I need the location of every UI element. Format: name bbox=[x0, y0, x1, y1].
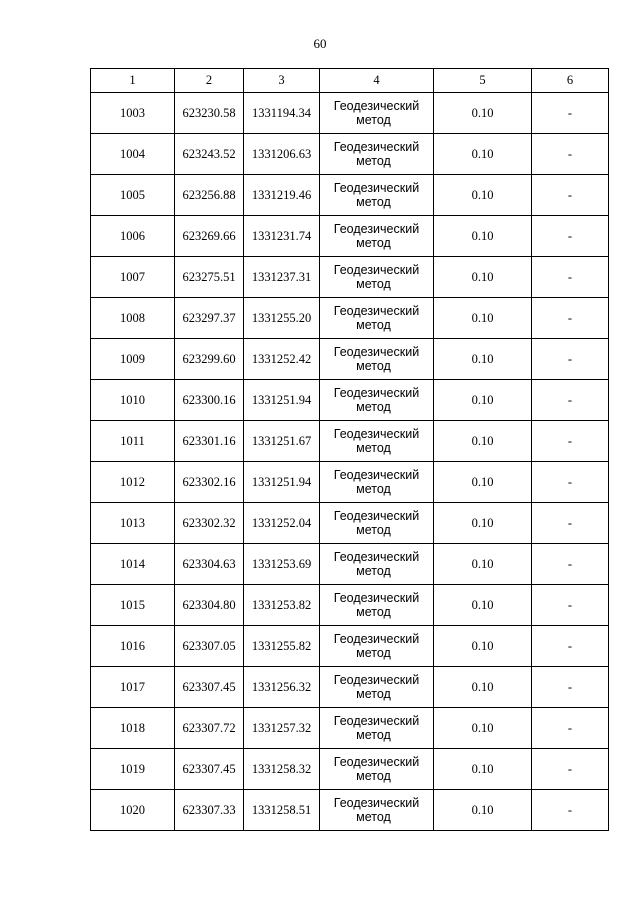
method-cell bbox=[320, 544, 434, 585]
method-line-1: Геодезический bbox=[333, 796, 420, 810]
method-line-1: Геодезический bbox=[333, 345, 420, 359]
table-row bbox=[91, 585, 609, 626]
header-col-6: 6 bbox=[532, 69, 609, 93]
y-coordinate-cell: 1331257.32 bbox=[244, 708, 320, 749]
point-id-cell: 1018 bbox=[91, 708, 175, 749]
x-coordinate-cell: 623304.80 bbox=[175, 585, 244, 626]
x-coordinate-cell: 623300.16 bbox=[175, 380, 244, 421]
point-id-cell: 1015 bbox=[91, 585, 175, 626]
accuracy-cell: 0.10 bbox=[434, 298, 532, 339]
point-id-cell: 1011 bbox=[91, 421, 175, 462]
x-coordinate-cell: 623307.72 bbox=[175, 708, 244, 749]
method-line-1: Геодезический bbox=[333, 99, 420, 113]
method-line-2: метод bbox=[356, 277, 391, 291]
accuracy-cell: 0.10 bbox=[434, 667, 532, 708]
note-cell: - bbox=[532, 544, 609, 585]
accuracy-cell: 0.10 bbox=[434, 134, 532, 175]
x-coordinate-cell: 623307.45 bbox=[175, 749, 244, 790]
table-row bbox=[91, 790, 609, 831]
method-line-2: метод bbox=[356, 154, 391, 168]
x-coordinate-cell: 623307.33 bbox=[175, 790, 244, 831]
accuracy-cell: 0.10 bbox=[434, 626, 532, 667]
point-id-cell: 1013 bbox=[91, 503, 175, 544]
table-header bbox=[91, 69, 609, 93]
x-coordinate-cell: 623243.52 bbox=[175, 134, 244, 175]
accuracy-cell: 0.10 bbox=[434, 790, 532, 831]
point-id-cell: 1016 bbox=[91, 626, 175, 667]
note-cell: - bbox=[532, 462, 609, 503]
table-row bbox=[91, 667, 609, 708]
method-line-1: Геодезический bbox=[333, 181, 420, 195]
method-line-2: метод bbox=[356, 687, 391, 701]
point-id-cell: 1003 bbox=[91, 93, 175, 134]
note-cell: - bbox=[532, 93, 609, 134]
method-line-2: метод bbox=[356, 236, 391, 250]
method-line-2: метод bbox=[356, 523, 391, 537]
method-line-2: метод bbox=[356, 400, 391, 414]
method-line-1: Геодезический bbox=[333, 468, 420, 482]
note-cell: - bbox=[532, 298, 609, 339]
method-line-1: Геодезический bbox=[333, 550, 420, 564]
method-cell bbox=[320, 585, 434, 626]
table-row bbox=[91, 339, 609, 380]
accuracy-cell: 0.10 bbox=[434, 585, 532, 626]
method-line-2: метод bbox=[356, 810, 391, 824]
x-coordinate-cell: 623299.60 bbox=[175, 339, 244, 380]
x-coordinate-cell: 623302.32 bbox=[175, 503, 244, 544]
method-line-2: метод bbox=[356, 318, 391, 332]
method-line-2: метод bbox=[356, 195, 391, 209]
accuracy-cell: 0.10 bbox=[434, 380, 532, 421]
note-cell: - bbox=[532, 421, 609, 462]
x-coordinate-cell: 623307.05 bbox=[175, 626, 244, 667]
method-cell bbox=[320, 134, 434, 175]
y-coordinate-cell: 1331251.67 bbox=[244, 421, 320, 462]
point-id-cell: 1004 bbox=[91, 134, 175, 175]
note-cell: - bbox=[532, 257, 609, 298]
method-line-1: Геодезический bbox=[333, 304, 420, 318]
x-coordinate-cell: 623302.16 bbox=[175, 462, 244, 503]
table-row bbox=[91, 257, 609, 298]
header-col-4: 4 bbox=[320, 69, 434, 93]
x-coordinate-cell: 623301.16 bbox=[175, 421, 244, 462]
method-line-1: Геодезический bbox=[333, 632, 420, 646]
method-line-1: Геодезический bbox=[333, 591, 420, 605]
method-cell bbox=[320, 216, 434, 257]
method-line-2: метод bbox=[356, 441, 391, 455]
accuracy-cell: 0.10 bbox=[434, 175, 532, 216]
accuracy-cell: 0.10 bbox=[434, 708, 532, 749]
method-line-1: Геодезический bbox=[333, 427, 420, 441]
note-cell: - bbox=[532, 216, 609, 257]
x-coordinate-cell: 623269.66 bbox=[175, 216, 244, 257]
accuracy-cell: 0.10 bbox=[434, 216, 532, 257]
note-cell: - bbox=[532, 790, 609, 831]
note-cell: - bbox=[532, 503, 609, 544]
y-coordinate-cell: 1331253.82 bbox=[244, 585, 320, 626]
point-id-cell: 1007 bbox=[91, 257, 175, 298]
method-line-2: метод bbox=[356, 605, 391, 619]
accuracy-cell: 0.10 bbox=[434, 339, 532, 380]
method-line-1: Геодезический bbox=[333, 386, 420, 400]
method-cell bbox=[320, 667, 434, 708]
y-coordinate-cell: 1331252.04 bbox=[244, 503, 320, 544]
note-cell: - bbox=[532, 339, 609, 380]
table-row bbox=[91, 134, 609, 175]
y-coordinate-cell: 1331255.20 bbox=[244, 298, 320, 339]
method-line-2: метод bbox=[356, 113, 391, 127]
y-coordinate-cell: 1331251.94 bbox=[244, 380, 320, 421]
header-col-5: 5 bbox=[434, 69, 532, 93]
note-cell: - bbox=[532, 134, 609, 175]
accuracy-cell: 0.10 bbox=[434, 503, 532, 544]
table-row bbox=[91, 626, 609, 667]
page-number: 60 bbox=[313, 36, 327, 51]
x-coordinate-cell: 623256.88 bbox=[175, 175, 244, 216]
method-line-1: Геодезический bbox=[333, 755, 420, 769]
accuracy-cell: 0.10 bbox=[434, 749, 532, 790]
point-id-cell: 1014 bbox=[91, 544, 175, 585]
table-row bbox=[91, 93, 609, 134]
method-cell bbox=[320, 503, 434, 544]
accuracy-cell: 0.10 bbox=[434, 462, 532, 503]
method-line-2: метод bbox=[356, 728, 391, 742]
point-id-cell: 1017 bbox=[91, 667, 175, 708]
method-line-1: Геодезический bbox=[333, 509, 420, 523]
y-coordinate-cell: 1331252.42 bbox=[244, 339, 320, 380]
x-coordinate-cell: 623230.58 bbox=[175, 93, 244, 134]
method-cell bbox=[320, 93, 434, 134]
coordinates-table bbox=[90, 68, 609, 831]
y-coordinate-cell: 1331237.31 bbox=[244, 257, 320, 298]
method-line-2: метод bbox=[356, 482, 391, 496]
method-line-1: Геодезический bbox=[333, 263, 420, 277]
note-cell: - bbox=[532, 175, 609, 216]
point-id-cell: 1010 bbox=[91, 380, 175, 421]
y-coordinate-cell: 1331253.69 bbox=[244, 544, 320, 585]
header-col-1: 1 bbox=[91, 69, 175, 93]
note-cell: - bbox=[532, 626, 609, 667]
note-cell: - bbox=[532, 749, 609, 790]
table-body bbox=[91, 93, 609, 831]
note-cell: - bbox=[532, 380, 609, 421]
method-cell bbox=[320, 708, 434, 749]
method-cell bbox=[320, 749, 434, 790]
note-cell: - bbox=[532, 585, 609, 626]
note-cell: - bbox=[532, 708, 609, 749]
table-row bbox=[91, 503, 609, 544]
method-cell bbox=[320, 626, 434, 667]
header-row bbox=[91, 69, 609, 93]
method-cell bbox=[320, 380, 434, 421]
method-cell bbox=[320, 421, 434, 462]
table-row bbox=[91, 749, 609, 790]
method-line-2: метод bbox=[356, 359, 391, 373]
method-cell bbox=[320, 339, 434, 380]
y-coordinate-cell: 1331194.34 bbox=[244, 93, 320, 134]
point-id-cell: 1020 bbox=[91, 790, 175, 831]
accuracy-cell: 0.10 bbox=[434, 544, 532, 585]
note-cell: - bbox=[532, 667, 609, 708]
table-row bbox=[91, 421, 609, 462]
accuracy-cell: 0.10 bbox=[434, 257, 532, 298]
y-coordinate-cell: 1331255.82 bbox=[244, 626, 320, 667]
point-id-cell: 1019 bbox=[91, 749, 175, 790]
method-cell bbox=[320, 298, 434, 339]
x-coordinate-cell: 623307.45 bbox=[175, 667, 244, 708]
method-line-1: Геодезический bbox=[333, 140, 420, 154]
table-row bbox=[91, 175, 609, 216]
method-cell bbox=[320, 257, 434, 298]
method-cell bbox=[320, 462, 434, 503]
table-row bbox=[91, 216, 609, 257]
table-row bbox=[91, 298, 609, 339]
method-line-1: Геодезический bbox=[333, 714, 420, 728]
method-line-2: метод bbox=[356, 769, 391, 783]
header-col-2: 2 bbox=[175, 69, 244, 93]
method-line-1: Геодезический bbox=[333, 673, 420, 687]
header-col-3: 3 bbox=[244, 69, 320, 93]
x-coordinate-cell: 623297.37 bbox=[175, 298, 244, 339]
accuracy-cell: 0.10 bbox=[434, 421, 532, 462]
y-coordinate-cell: 1331251.94 bbox=[244, 462, 320, 503]
method-line-2: метод bbox=[356, 646, 391, 660]
point-id-cell: 1005 bbox=[91, 175, 175, 216]
y-coordinate-cell: 1331219.46 bbox=[244, 175, 320, 216]
y-coordinate-cell: 1331256.32 bbox=[244, 667, 320, 708]
point-id-cell: 1009 bbox=[91, 339, 175, 380]
table-row bbox=[91, 462, 609, 503]
method-line-2: метод bbox=[356, 564, 391, 578]
table-row bbox=[91, 544, 609, 585]
x-coordinate-cell: 623304.63 bbox=[175, 544, 244, 585]
table-row bbox=[91, 380, 609, 421]
method-cell bbox=[320, 790, 434, 831]
point-id-cell: 1008 bbox=[91, 298, 175, 339]
x-coordinate-cell: 623275.51 bbox=[175, 257, 244, 298]
point-id-cell: 1006 bbox=[91, 216, 175, 257]
method-line-1: Геодезический bbox=[333, 222, 420, 236]
accuracy-cell: 0.10 bbox=[434, 93, 532, 134]
point-id-cell: 1012 bbox=[91, 462, 175, 503]
table-row bbox=[91, 708, 609, 749]
y-coordinate-cell: 1331258.51 bbox=[244, 790, 320, 831]
y-coordinate-cell: 1331206.63 bbox=[244, 134, 320, 175]
method-cell bbox=[320, 175, 434, 216]
y-coordinate-cell: 1331258.32 bbox=[244, 749, 320, 790]
y-coordinate-cell: 1331231.74 bbox=[244, 216, 320, 257]
